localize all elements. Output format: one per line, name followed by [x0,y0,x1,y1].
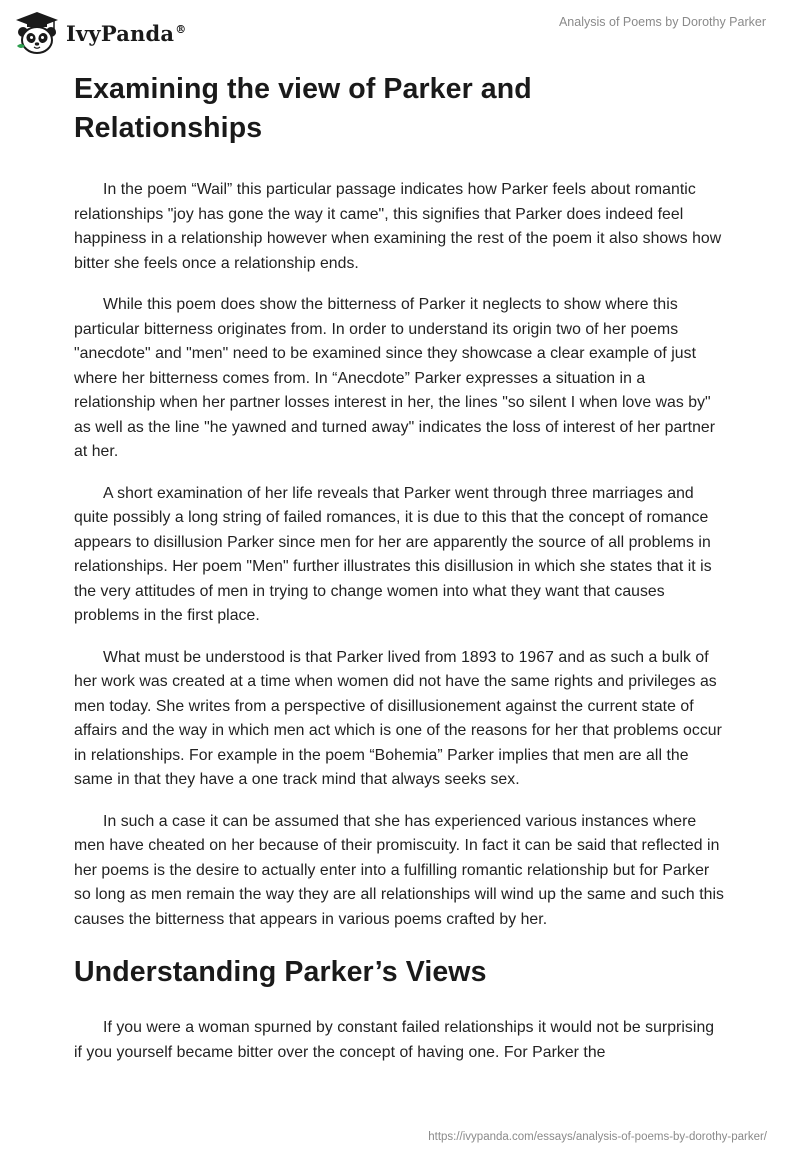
paragraph: If you were a woman spurned by constant failed relationships it would not be surprising if you yourself became bitter over the concept of having one. For Parker the [74,1019,715,1061]
brand-name: IvyPanda® [66,20,187,46]
paragraph: In the poem “Wail” this particular passage indicates how Parker feels about romantic relationships "joy has gone the way it came", this signifies that Parker does indeed feel happiness in a relationship however when examining the rest of the poem it also shows how bitter she feels once a relationship ends. [74,181,722,272]
panda-graduation-cap-icon [14,10,60,56]
section-heading: Examining the view of Parker and Relationships [74,73,532,144]
document-title: Analysis of Poems by Dorothy Parker [558,15,766,29]
page-header [0,0,800,60]
source-url[interactable]: https://ivypanda.com/essays/analysis-of-poems-by-dorothy-parker/ [428,1131,767,1143]
paragraph: In such a case it can be assumed that she has experienced various instances where men have cheated on her because of their promiscuity. In fact it can be said that reflected in her poems is the desire to actually enter into a fulfilling romantic relationship but for Parker so long as men remain the way they are all relationships will wind up the same and such this causes the bitterness that appears in various poems crafted by her. [74,812,724,928]
section-heading: Understanding Parker’s Views [74,956,487,988]
paragraph: While this poem does show the bitterness of Parker it neglects to show where this particular bitterness originates from. In order to understand its origin two of her poems "anecdote" and "men" need to be examined since they showcase a clear example of just where her bitterness comes from. In “Anecdote” Parker expresses a situation in a relationship when her partner losses interest in her, the lines "so silent I when love was by" as well as the line "he yawned and turned away" indicates the loss of interest of her partner at her. [74,296,716,460]
article-body [74,70,726,1065]
ivypanda-logo[interactable] [14,10,186,56]
paragraph: What must be understood is that Parker lived from 1893 to 1967 and as such a bulk of her work was created at a time when women did not have the same rights and privileges as men today. She writes from a perspective of disillusionement against the current state of affairs and the way in which men act which is one of the reasons for her that problems occur in relationships. For example in the poem “Bohemia” Parker implies that men are all the same in that they have a one track mind that always seeks sex. [74,648,722,788]
paragraph: A short examination of her life reveals that Parker went through three marriages and quite possibly a long string of failed romances, it is due to this that the concept of romance appears to disillusion Parker since men for her are apparently the source of all problems in relationships. Her poem "Men" further illustrates this disillusion in which she states that it is the very attitudes of men in trying to change women into what they want that causes problems in the first place. [74,484,712,624]
